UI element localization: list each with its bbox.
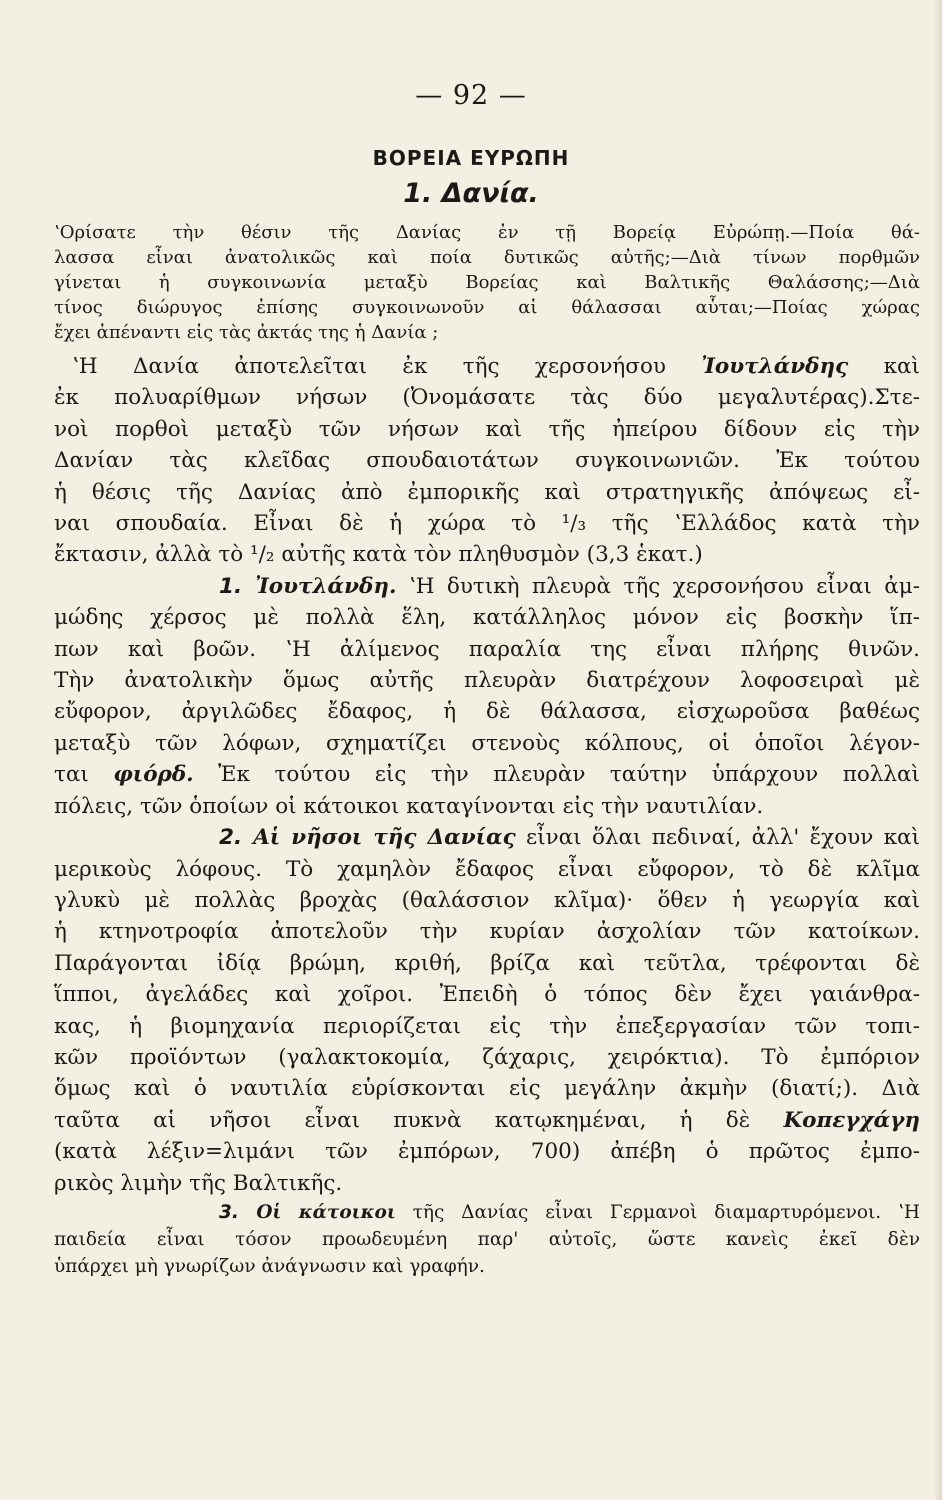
text-run: καὶ	[848, 354, 920, 379]
page-edge-shadow	[934, 0, 942, 1500]
term-fjord: φιόρδ.	[113, 762, 194, 788]
text-line: Παράγονται ἰδίᾳ βρώμη, κριθή, βρίζα καὶ τεῦτλα, τρέφονται δὲ	[54, 950, 920, 976]
text-line: γλυκὺ μὲ πολλὰς βροχὰς (θαλάσσιον κλῖμα)· ὅθεν ἡ γεωργία καὶ	[54, 887, 920, 913]
section-heading: Οἱ κάτοικοι	[256, 1201, 396, 1223]
text-line: μεταξὺ τῶν λόφων, σχηματίζει στενοὺς κόλπους, οἱ ὁποῖοι λέγον-	[54, 730, 920, 756]
text-line: γίνεται ἡ συγκοινωνία μεταξὺ Βορείας καὶ Βαλτικῆς Θαλάσσης;—Διὰ	[54, 272, 920, 293]
text-run: Ἐκ τούτου εἰς τὴν πλευρὰν ταύτην ὑπάρχουν πολλαὶ	[193, 762, 920, 788]
questions-paragraph	[54, 220, 920, 345]
text-line: τίνος διώρυγος ἐπίσης συγκοινωνοῦν αἱ θάλασσαι αὗται;—Ποίας χώρας	[54, 297, 920, 318]
text-line: ʽΟρίσατε τὴν θέσιν τῆς Δανίας ἐν τῇ Βορείᾳ Εὐρώπῃ.—Ποία θά-	[54, 222, 920, 243]
text-line: πων καὶ βοῶν. ʽΗ ἀλίμενος παραλία της εἶναι πλήρης θινῶν.	[54, 636, 920, 662]
text-line: ὅμως καὶ ὁ ναυτιλία εὑρίσκονται εἰς μεγάλην ἀκμὴν (διατί;). Διὰ	[54, 1076, 920, 1102]
text-line: (κατὰ λέξιν=λιμάνι τῶν ἐμπόρων, 700) ἀπέβη ὁ πρῶτος ἐμπο-	[54, 1139, 920, 1165]
text-line	[54, 822, 920, 853]
text-line: πόλεις, τῶν ὁποίων οἱ κάτοικοι καταγίνονται εἰς τὴν ναυτιλίαν.	[54, 793, 764, 819]
text-line: μώδης χέρσος μὲ πολλὰ ἕλη, κατάλληλος μόνον εἰς βοσκὴν ἵπ-	[54, 605, 920, 631]
text-line: ἐκ πολυαρίθμων νήσων (Ὀνομάσατε τὰς δύο μεγαλυτέρας).Στε-	[54, 385, 920, 411]
text-run: ταῦτα αἱ νῆσοι εἶναι πυκνὰ κατῳκημέναι, ἡ δὲ	[54, 1107, 784, 1133]
page-number: — 92 —	[415, 80, 527, 111]
section-heading: Ἰουτλάνδη.	[255, 573, 397, 599]
text-line: ἔκτασιν, ἀλλὰ τὸ ¹/₂ αὐτῆς κατὰ τὸν πληθυσμὸν (3,3 ἑκατ.)	[54, 542, 703, 568]
text-line: νοὶ πορθοὶ μεταξὺ τῶν νήσων καὶ τῆς ἠπείρου δίδουν εἰς τὴν	[54, 416, 920, 442]
text-run: ται	[54, 762, 114, 788]
text-line: ἵπποι, ἀγελάδες καὶ χοῖροι. Ἐπειδὴ ὁ τόπος δὲν ἔχει γαιάνθρα-	[54, 982, 920, 1008]
text-run: τῆς Δανίας εἶναι Γερμανοὶ διαμαρτυρόμενοι. ʽΗ	[395, 1201, 920, 1223]
text-line	[54, 571, 920, 602]
text-run: ʽΗ Δανία ἀποτελεῖται ἐκ τῆς χερσονήσου	[72, 354, 702, 379]
text-line: ἔχει ἀπέναντι εἰς τὰς ἀκτάς της ἡ Δανία ;	[54, 322, 439, 343]
text-line: ναι σπουδαία. Εἶναι δὲ ἡ χώρα τὸ ¹/₃ τῆς ʽΕλλάδος κατὰ τὴν	[54, 511, 920, 537]
text-line: ρικὸς λιμὴν τῆς Βαλτικῆς.	[54, 1170, 343, 1196]
term-copenhagen: Κοπεγχάγη	[783, 1107, 920, 1133]
section-islands	[54, 822, 920, 1199]
text-run: ʽΗ δυτικὴ πλευρὰ τῆς χερσονήσου εἶναι ἀμ-	[396, 573, 920, 599]
text-line	[54, 351, 920, 382]
text-line: μερικοὺς λόφους. Τὸ χαμηλὸν ἔδαφος εἶναι εὔφορον, τὸ δὲ κλῖμα	[54, 856, 920, 882]
intro-paragraph	[54, 351, 920, 571]
chapter-heading: ΒΟΡΕΙΑ ΕΥΡΩΠΗ	[372, 146, 570, 170]
text-line: ὑπάρχει μὴ γνωρίζων ἀνάγνωσιν καὶ γραφήν.	[54, 1255, 485, 1277]
text-line: Δανίαν τὰς κλεῖδας σπουδαιοτάτων συγκοινωνιῶν. Ἐκ τούτου	[54, 448, 920, 474]
text-run: εἶναι ὅλαι πεδιναί, ἀλλ' ἔχουν καὶ	[515, 825, 920, 851]
text-line: κῶν προϊόντων (γαλακτοκομία, ζάχαρις, χειρόκτια). Τὸ ἐμπόριον	[54, 1044, 920, 1070]
text-line: λασσα εἶναι ἀνατολικῶς καὶ ποία δυτικῶς αὐτῆς;—Διὰ τίνων πορθμῶν	[54, 247, 920, 268]
section-title: 1. Δανία.	[403, 178, 539, 209]
section-number: 2.	[219, 825, 254, 851]
text-line	[54, 1105, 920, 1136]
body-text	[54, 220, 920, 1280]
text-line: ἡ θέσις τῆς Δανίας ἀπὸ ἐμπορικῆς καὶ στρατηγικῆς ἀπόψεως εἶ-	[54, 479, 920, 505]
section-number: 3.	[219, 1201, 257, 1223]
term-jutland: Ἰουτλάνδης	[701, 354, 849, 379]
text-line: Τὴν ἀνατολικὴν ὅμως αὐτῆς πλευρὰν διατρέχουν λοφοσειραὶ μὲ	[54, 668, 920, 694]
text-line: παιδεία εἶναι τόσον προωδευμένη παρ' αὐτοῖς, ὥστε κανεὶς ἐκεῖ δὲν	[54, 1228, 920, 1250]
text-line: ἡ κτηνοτροφία ἀποτελοῦν τὴν κυρίαν ἀσχολίαν τῶν κατοίκων.	[54, 919, 920, 945]
section-number: 1.	[219, 573, 256, 599]
section-jutland	[54, 571, 920, 822]
text-line	[54, 759, 920, 790]
text-line: εὔφορον, ἀργιλῶδες ἔδαφος, ἡ δὲ θάλασσα, εἰσχωροῦσα βαθέως	[54, 699, 920, 725]
section-inhabitants	[54, 1199, 920, 1280]
section-heading: Αἱ νῆσοι τῆς Δανίας	[253, 825, 516, 851]
text-line	[54, 1199, 920, 1226]
text-line: κας, ἡ βιομηχανία περιορίζεται εἰς τὴν ἐπεξεργασίαν τῶν τοπι-	[54, 1013, 920, 1039]
